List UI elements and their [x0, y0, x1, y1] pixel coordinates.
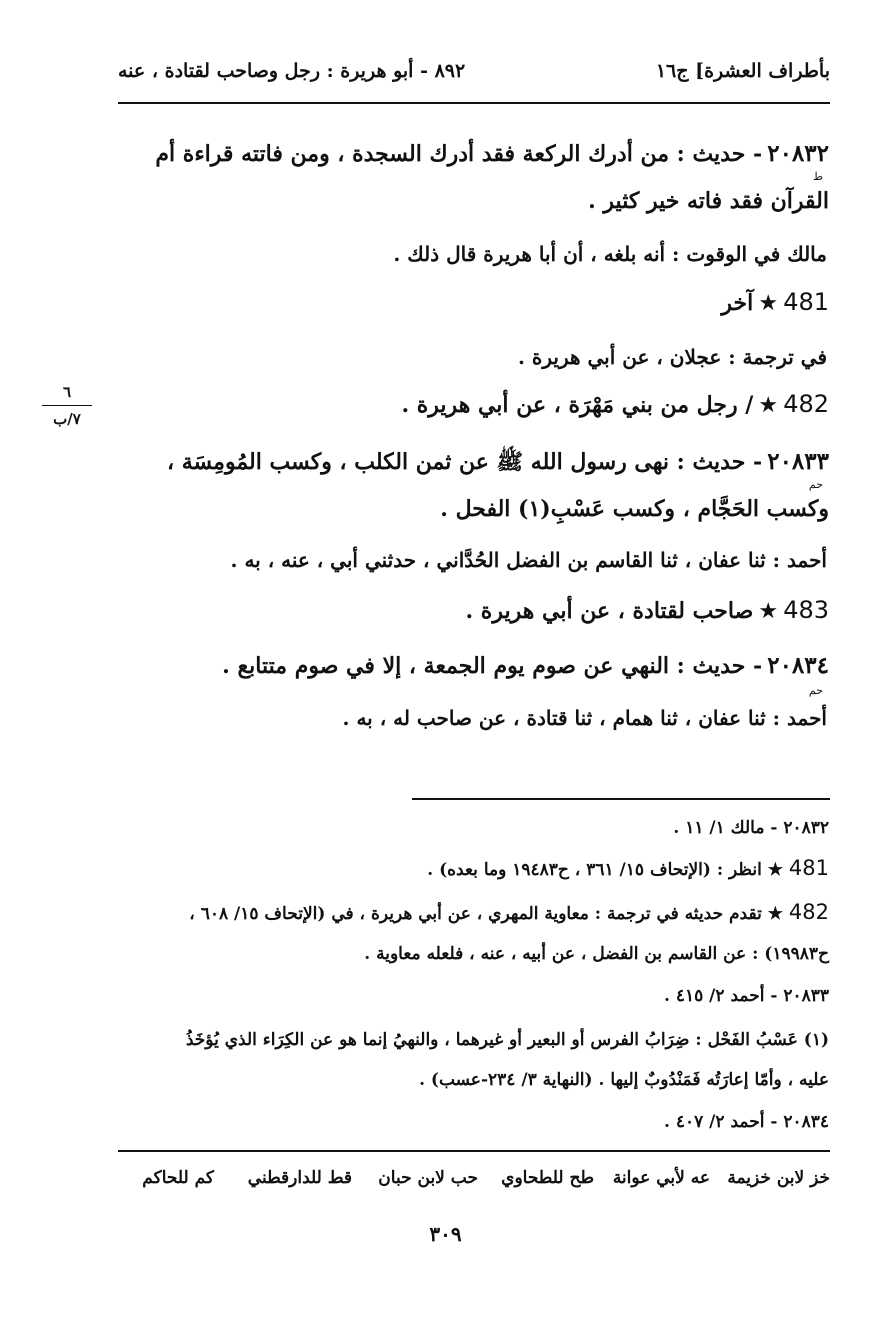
hadith-20832-source: مالك في الوقوت : أنه بلغه ، أن أبا هريرة قال ذلك .	[393, 242, 827, 266]
bottom-rule	[118, 1150, 830, 1152]
margin-folio-note	[42, 383, 92, 428]
entry-481	[721, 288, 829, 316]
margin-note-top: ٦	[62, 383, 72, 401]
footnote-1-line2: عليه ، وأمّا إعارَتُه فَمَنْدُوبٌ إليها . (النهاية ٣/ ٢٣٤-عسب) .	[419, 1070, 829, 1090]
hadith-20833-heading	[167, 448, 829, 480]
footnote-number: 482	[788, 900, 829, 924]
abbr-tahawi: طح للطحاوي	[501, 1168, 594, 1188]
footnote-20832: ٢٠٨٣٢ - مالك ١/ ١١ .	[673, 818, 829, 838]
entry-number: 481	[783, 288, 829, 316]
hadith-text: - حديث : نهى رسول الله ﷺ عن ثمن الكلب ، وكسب المُومِسَة ،	[167, 449, 763, 475]
margin-note-bottom: ٧/ب	[53, 410, 81, 428]
siglum-t: ط	[812, 170, 823, 183]
entry-text: صاحب لقتادة ، عن أبي هريرة .	[465, 598, 754, 624]
entry-text: آخر	[721, 290, 754, 316]
abbr-daraqutni: قط للدارقطني	[247, 1168, 352, 1188]
header-chapter-title: ٨٩٢ - أبو هريرة : رجل وصاحب لقتادة ، عنه	[118, 60, 466, 82]
hadith-20833-line2: وكسب الحَجَّام ، وكسب عَسْبِ(١) الفحل .	[440, 496, 829, 522]
hadith-number: ٢٠٨٣٢	[767, 140, 829, 167]
star-icon: ★	[767, 860, 783, 880]
hadith-20832-line2: القرآن فقد فاته خير كثير .	[588, 188, 829, 214]
entry-481-source: في ترجمة : عجلان ، عن أبي هريرة .	[517, 345, 827, 369]
entry-text: / رجل من بني مَهْرَة ، عن أبي هريرة .	[401, 392, 754, 418]
hadith-20833-source: أحمد : ثنا عفان ، ثنا القاسم بن الفضل الحُدَّاني ، حدثني أبي ، عنه ، به .	[230, 548, 827, 572]
entry-482	[401, 390, 829, 418]
footnote-482-cont: ح١٩٩٨٣) : عن القاسم بن الفضل ، عن أبيه ، عنه ، فلعله معاوية .	[364, 944, 829, 964]
hadith-20834-source: أحمد : ثنا عفان ، ثنا همام ، ثنا قتادة ، عن صاحب له ، به .	[342, 706, 827, 730]
margin-note-divider	[42, 405, 92, 406]
star-icon: ★	[767, 904, 783, 924]
entry-number: 483	[783, 596, 829, 624]
abbr-hakim: كم للحاكم	[142, 1168, 214, 1188]
hadith-20832-heading	[155, 140, 829, 167]
hadith-text: - حديث : النهي عن صوم يوم الجمعة ، إلا في صوم متتابع .	[222, 653, 763, 679]
hadith-number: ٢٠٨٣٤	[767, 652, 829, 679]
footnote-481	[427, 856, 829, 880]
star-icon: ★	[758, 599, 779, 624]
hadith-text: - حديث : من أدرك الركعة فقد أدرك السجدة ، ومن فاتته قراءة أم	[155, 141, 763, 167]
star-icon: ★	[758, 393, 779, 418]
page-number: ٣٠٩	[429, 1222, 462, 1246]
siglum-hm: حم	[808, 478, 823, 491]
header-book-title: بأطراف العشرة] ج١٦	[655, 60, 830, 82]
hadith-20834-heading	[222, 652, 829, 679]
footnote-rule	[412, 798, 830, 800]
abbr-hibban: حب لابن حبان	[378, 1168, 478, 1188]
footnote-482	[189, 900, 829, 924]
running-header	[118, 60, 830, 94]
footnote-1-line1: (١) عَسْبُ الفَحْل : ضِرَابُ الفرس أو البعير أو غيرهما ، والنهيُ إنما هو عن الكِرَاء الذي يُؤخَذُ	[185, 1030, 829, 1050]
abbr-khuzayma: خز لابن خزيمة	[727, 1168, 830, 1188]
entry-483	[465, 596, 829, 624]
star-icon: ★	[758, 291, 779, 316]
hadith-number: ٢٠٨٣٣	[767, 448, 829, 475]
footnote-number: 481	[788, 856, 829, 880]
siglum-hm: حم	[808, 684, 823, 697]
abbr-awana: عه لأبي عوانة	[612, 1168, 710, 1188]
header-rule	[118, 102, 830, 104]
footnote-20834: ٢٠٨٣٤ - أحمد ٢/ ٤٠٧ .	[664, 1112, 829, 1132]
footnote-text: تقدم حديثه في ترجمة : معاوية المهري ، عن أبي هريرة ، في (الإتحاف ١٥/ ٦٠٨ ،	[189, 904, 762, 924]
footnote-text: انظر : (الإتحاف ١٥/ ٣٦١ ، ح١٩٤٨٣ وما بعده) .	[427, 860, 762, 880]
entry-number: 482	[783, 390, 829, 418]
footnote-20833: ٢٠٨٣٣ - أحمد ٢/ ٤١٥ .	[664, 986, 829, 1006]
